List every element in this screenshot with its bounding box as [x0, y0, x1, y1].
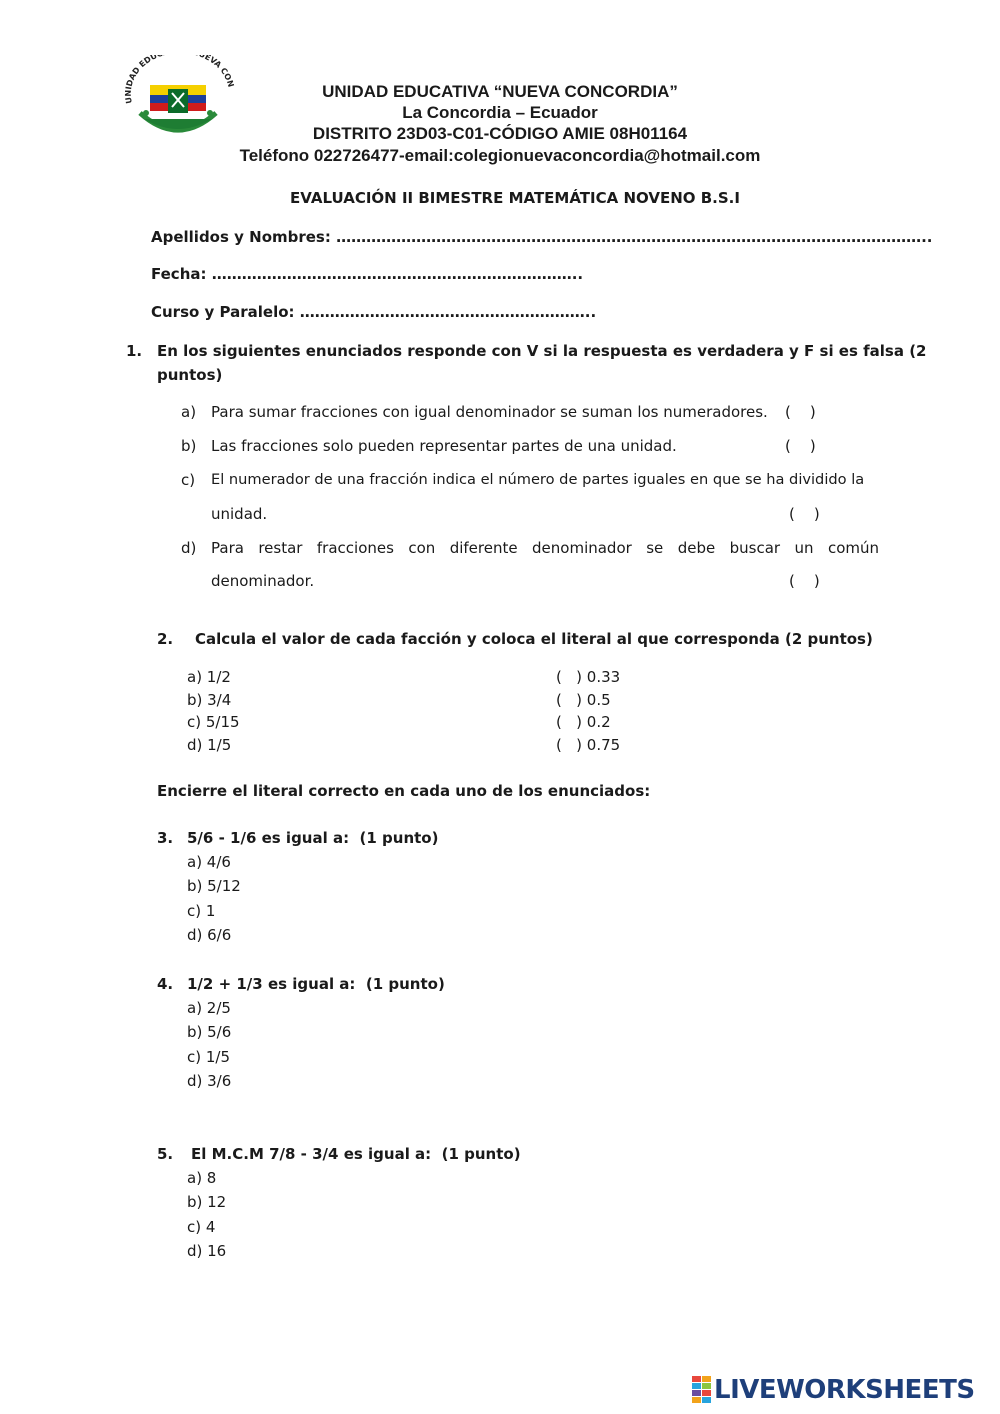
liveworksheets-logo-icon — [692, 1376, 712, 1404]
q2-decimal-blank[interactable]: ( ) 0.2 — [556, 713, 611, 731]
q5-option[interactable]: c) 4 — [187, 1218, 216, 1236]
q4-option[interactable]: a) 2/5 — [187, 999, 231, 1017]
q2-decimal-blank[interactable]: ( ) 0.5 — [556, 691, 611, 709]
q2-decimal-blank[interactable]: ( ) 0.75 — [556, 736, 621, 754]
q1-item-text: denominador. — [211, 572, 315, 590]
q3-option[interactable]: b) 5/12 — [187, 877, 241, 895]
q1-item-text: unidad. — [211, 505, 268, 523]
school-district: DISTRITO 23D03-C01-CÓDIGO AMIE 08H01164 — [312, 124, 688, 143]
q5-text: El M.C.M 7/8 - 3/4 es igual a: (1 punto) — [191, 1145, 521, 1163]
names-field[interactable]: Apellidos y Nombres: ……………………………………………………………………………………………………….. — [151, 228, 933, 246]
q1-item-text: Para restar fracciones con diferente denominador se debe buscar un común — [211, 539, 879, 557]
q4-number: 4. — [157, 975, 174, 993]
q1-answer-blank[interactable]: ( ) — [785, 403, 816, 421]
school-location: La Concordia – Ecuador — [402, 103, 598, 122]
liveworksheets-watermark — [692, 1372, 975, 1408]
q1-item-label: b) — [181, 437, 197, 455]
exam-title: EVALUACIÓN II BIMESTRE MATEMÁTICA NOVENO B.S.I — [290, 189, 740, 207]
q4-option[interactable]: d) 3/6 — [187, 1072, 232, 1090]
course-field[interactable]: Curso y Paralelo: ………………………………………………….. — [151, 303, 597, 321]
q3-number: 3. — [157, 829, 174, 847]
q1-item-label: d) — [181, 539, 197, 557]
school-name: UNIDAD EDUCATIVA “NUEVA CONCORDIA” — [322, 82, 678, 101]
q1-answer-blank[interactable]: ( ) — [789, 505, 820, 523]
q1-text-line1: En los siguientes enunciados responde con V si la respuesta es verdadera y F si es falsa (2 — [157, 342, 927, 360]
q1-item-label: c) — [181, 471, 196, 489]
liveworksheets-text: LIVEWORKSHEETS — [714, 1375, 975, 1405]
svg-text:UNIDAD EDUCATIVA NUEVA CONCORD: UNIDAD EDU EVA CON — [123, 55, 236, 105]
q1-answer-blank[interactable]: ( ) — [785, 437, 816, 455]
q5-option[interactable]: d) 16 — [187, 1242, 227, 1260]
q5-option[interactable]: b) 12 — [187, 1193, 227, 1211]
date-field[interactable]: Fecha: ……………………………………………………………….. — [151, 265, 584, 283]
q2-fraction: a) 1/2 — [187, 668, 231, 686]
q1-item-label: a) — [181, 403, 197, 421]
q1-item-text: Las fracciones solo pueden representar partes de una unidad. — [211, 437, 677, 455]
q2-decimal-blank[interactable]: ( ) 0.33 — [556, 668, 621, 686]
q5-number: 5. — [157, 1145, 174, 1163]
instruction-text: Encierre el literal correcto en cada uno de los enunciados: — [157, 782, 651, 800]
q3-text: 5/6 - 1/6 es igual a: (1 punto) — [187, 829, 439, 847]
q1-item-text: Para sumar fracciones con igual denominador se suman los numeradores. — [211, 403, 768, 421]
q2-fraction: c) 5/15 — [187, 713, 240, 731]
q3-option[interactable]: c) 1 — [187, 902, 216, 920]
school-contact: Teléfono 022726477-email:colegionuevaconcordia@hotmail.com — [239, 146, 761, 165]
q4-option[interactable]: c) 1/5 — [187, 1048, 231, 1066]
q2-number: 2. — [157, 630, 174, 648]
q4-option[interactable]: b) 5/6 — [187, 1023, 232, 1041]
q3-option[interactable]: a) 4/6 — [187, 853, 231, 871]
q1-answer-blank[interactable]: ( ) — [789, 572, 820, 590]
q1-number: 1. — [126, 342, 143, 360]
q4-text: 1/2 + 1/3 es igual a: (1 punto) — [187, 975, 445, 993]
q2-text: Calcula el valor de cada facción y coloca el literal al que corresponda (2 puntos) — [195, 630, 873, 648]
q1-item-text: El numerador de una fracción indica el número de partes iguales en que se ha dividido la — [211, 471, 865, 488]
q2-fraction: d) 1/5 — [187, 736, 232, 754]
q5-option[interactable]: a) 8 — [187, 1169, 217, 1187]
q3-option[interactable]: d) 6/6 — [187, 926, 232, 944]
q1-text-line2: puntos) — [157, 366, 223, 384]
q2-fraction: b) 3/4 — [187, 691, 232, 709]
